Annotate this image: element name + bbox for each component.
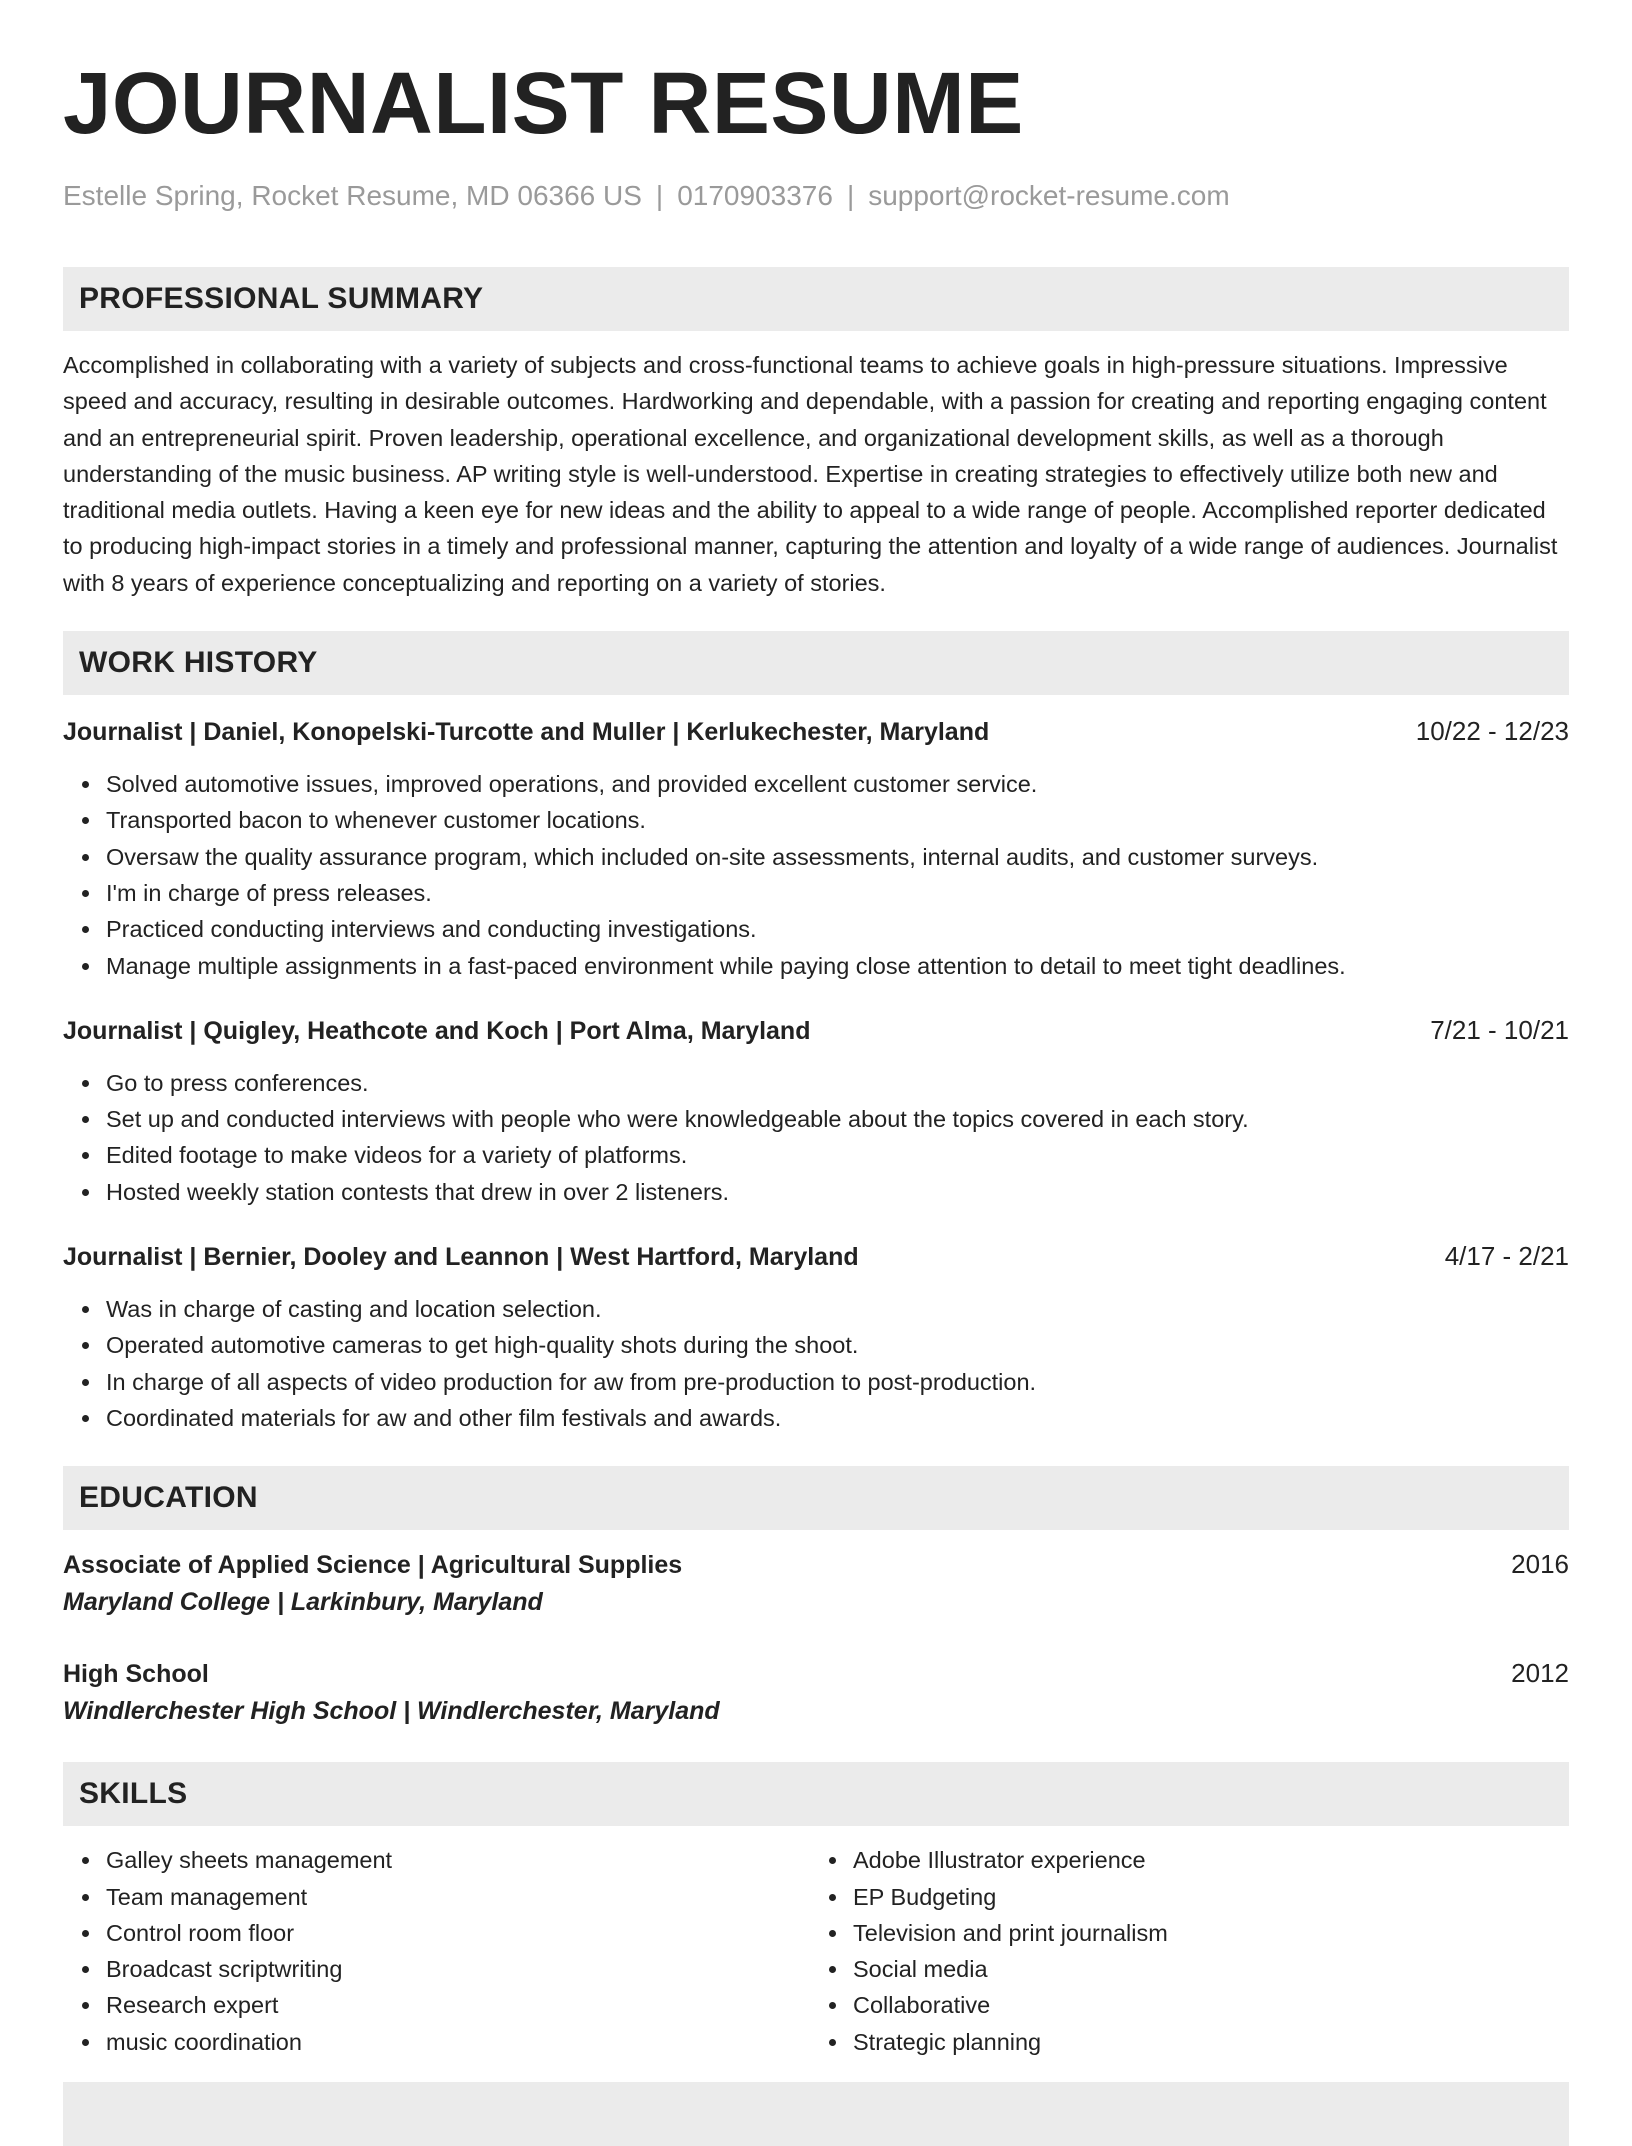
job-dates: 10/22 - 12/23	[1415, 716, 1569, 747]
job-entry	[63, 1012, 1569, 1210]
education-year: 2016	[1511, 1549, 1569, 1580]
resume-title: JOURNALIST RESUME	[63, 55, 1024, 152]
skill-item: Social media	[853, 1951, 1569, 1987]
job-bullets	[63, 766, 1569, 984]
section-heading-education: EDUCATION	[63, 1466, 1569, 1530]
education-school: Windlerchester High School | Windlerchester, Maryland	[63, 1697, 720, 1726]
list-item: In charge of all aspects of video production for aw from pre-production to post-production.	[106, 1364, 1569, 1400]
section-heading-summary: PROFESSIONAL SUMMARY	[63, 267, 1569, 331]
list-item: Set up and conducted interviews with people who were knowledgeable about the topics covered in each story.	[106, 1101, 1569, 1137]
contact-separator: |	[846, 180, 855, 211]
job-dates: 7/21 - 10/21	[1430, 1014, 1569, 1045]
list-item: Operated automotive cameras to get high-quality shots during the shoot.	[106, 1327, 1569, 1363]
section-heading-skills: SKILLS	[63, 1762, 1569, 1826]
summary-text: Accomplished in collaborating with a variety of subjects and cross-functional teams to achieve goals in high-pressure situations. Impressive speed and accuracy, resulting in desirable outcomes. Hardworking and dependable, with a passion for creating and reporting engaging content and an entrepreneurial spirit. Proven leadership, operational excellence, and organizational development skills, as well as a thorough understanding of the music business. AP writing style is well-understood. Expertise in creating strategies to effectively utilize both new and traditional media outlets. Having a keen eye for new ideas and the ability to appeal to a wide range of people. Accomplished reporter dedicated to producing high-impact stories in a timely and professional manner, capturing the attention and loyalty of a wide range of audiences. Journalist with 8 years of experience conceptualizing and reporting on a variety of stories.	[63, 352, 1558, 596]
skill-item: Team management	[106, 1879, 822, 1915]
skill-item: music coordination	[106, 2024, 822, 2060]
contact-phone: 0170903376	[677, 180, 833, 211]
list-item: Manage multiple assignments in a fast-paced environment while paying close attention to detail to meet tight deadlines.	[106, 948, 1569, 984]
list-item: Oversaw the quality assurance program, which included on-site assessments, internal audits, and customer surveys.	[106, 839, 1569, 875]
contact-separator: |	[655, 180, 664, 211]
skills-list-right	[822, 1842, 1569, 2060]
education-degree: High School	[63, 1660, 209, 1689]
job-dates: 4/17 - 2/21	[1444, 1241, 1569, 1272]
job-bullets	[63, 1291, 1569, 1436]
skill-item: Broadcast scriptwriting	[106, 1951, 822, 1987]
contact-address: Estelle Spring, Rocket Resume, MD 06366 US	[63, 180, 642, 211]
list-item: Coordinated materials for aw and other film festivals and awards.	[106, 1400, 1569, 1436]
job-entry	[63, 713, 1569, 984]
list-item: Solved automotive issues, improved operations, and provided excellent customer service.	[106, 766, 1569, 802]
skill-item: Collaborative	[853, 1987, 1569, 2023]
skill-item: EP Budgeting	[853, 1879, 1569, 1915]
section-heading-next	[63, 2082, 1569, 2146]
skills-list-left	[63, 1842, 822, 2060]
education-entry	[63, 1655, 1569, 1730]
list-item: Transported bacon to whenever customer locations.	[106, 802, 1569, 838]
list-item: Go to press conferences.	[106, 1065, 1569, 1101]
skill-item: Adobe Illustrator experience	[853, 1842, 1569, 1878]
education-school: Maryland College | Larkinbury, Maryland	[63, 1588, 543, 1617]
skill-item: Television and print journalism	[853, 1915, 1569, 1951]
list-item: Hosted weekly station contests that drew in over 2 listeners.	[106, 1174, 1569, 1210]
job-bullets	[63, 1065, 1569, 1210]
skills-columns	[63, 1842, 1569, 2060]
job-title: Journalist | Bernier, Dooley and Leannon | West Hartford, Maryland	[63, 1243, 859, 1272]
list-item: I'm in charge of press releases.	[106, 875, 1569, 911]
contact-email: support@rocket-resume.com	[868, 180, 1230, 211]
list-item: Was in charge of casting and location selection.	[106, 1291, 1569, 1327]
job-title: Journalist | Quigley, Heathcote and Koch | Port Alma, Maryland	[63, 1016, 811, 1045]
skill-item: Control room floor	[106, 1915, 822, 1951]
education-entry	[63, 1546, 1569, 1621]
job-entry	[63, 1238, 1569, 1436]
list-item: Edited footage to make videos for a variety of platforms.	[106, 1137, 1569, 1173]
education-degree: Associate of Applied Science | Agricultural Supplies	[63, 1551, 683, 1580]
section-heading-work: WORK HISTORY	[63, 631, 1569, 695]
job-title: Journalist | Daniel, Konopelski-Turcotte and Muller | Kerlukechester, Maryland	[63, 718, 990, 747]
skill-item: Strategic planning	[853, 2024, 1569, 2060]
list-item: Practiced conducting interviews and conducting investigations.	[106, 911, 1569, 947]
skill-item: Galley sheets management	[106, 1842, 822, 1878]
contact-line	[63, 178, 1569, 214]
education-year: 2012	[1511, 1658, 1569, 1689]
skill-item: Research expert	[106, 1987, 822, 2023]
